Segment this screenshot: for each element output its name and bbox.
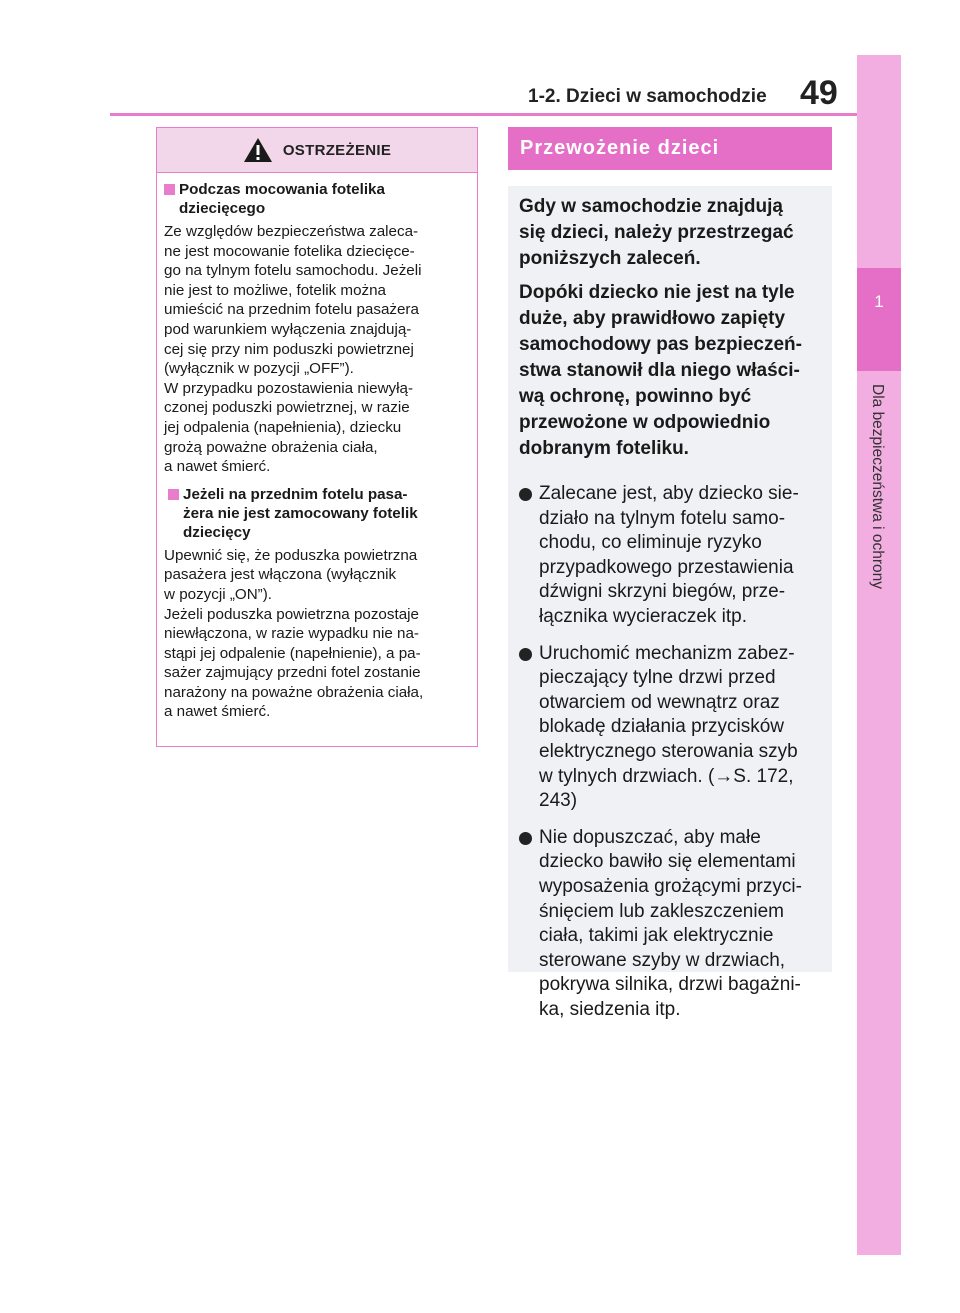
list-item: [519, 826, 820, 1023]
warning-item-text: Ze względów bezpieczeństwa zaleca- ne jest mocowanie fotelika dziecięce- go na tylnym fotelu samochodu. Jeżeli nie jest to możliwe, fotelik można umieścić na przednim fotelu pasażera pod warunkiem wyłączenia znajdują- cej się przy nim poduszki powietrznej (wyłącznik w pozycji „OFF”). W przypadku pozostawienia niewyłą- czonej poduszki powietrznej, w razie jej odpalenia (napełnienia), dziecku grożą poważne obrażenia ciała, a nawet śmierć.: [164, 223, 422, 476]
list-item-text: Nie dopuszczać, aby małe dziecko bawiło się elementami wyposażenia grożącymi przyci- śnięciem lub zakleszczeniem ciała, takimi jak elektrycznie sterowane szyby w drzwiach, pokrywa silnika, drzwi bagażni- ka, siedzenia itp.: [539, 826, 802, 1020]
side-thumb-strip: [857, 55, 901, 1255]
warning-item-text: Upewnić się, że poduszka powietrzna pasażera jest włączona (wyłącznik w pozycji „ON”). Jeżeli poduszka powietrzna pozostaje niewłączona, w razie wypadku nie na- stąpi jej odpalenie (napełnienie), a pa- sażer zajmujący przedni fotel zostanie narażony na poważne obrażenia ciała, a nawet śmierć.: [164, 546, 424, 721]
warning-item-heading: [168, 485, 471, 542]
warning-title: OSTRZEŻENIE: [282, 141, 392, 159]
bullet-dot-icon: [519, 832, 532, 845]
list-item-text: Uruchomić mechanizm zabez- pieczający tylne drzwi przed otwarciem od wewnątrz oraz blokadę działania przycisków elektrycznego sterowania szyb w tylnych drzwiach. (→S. 172, 243): [539, 642, 798, 812]
bullet-dot-icon: [519, 488, 532, 501]
header-rule: [110, 113, 858, 116]
warning-item-heading-text: Podczas mocowania fotelika dziecięcego: [179, 181, 385, 217]
warning-item: [164, 180, 471, 477]
list-item: [519, 482, 820, 630]
side-chapter-label: Dla bezpieczeństwa i ochrony: [869, 384, 886, 590]
side-chapter-tab: [857, 268, 901, 371]
warning-body: [157, 173, 477, 722]
warning-box: [156, 127, 478, 747]
warning-item: [164, 485, 471, 722]
section-title-banner: Przewożenie dzieci: [508, 127, 832, 170]
warning-item-heading-text: Jeżeli na przednim fotelu pasa- żera nie jest zamocowany fotelik dziecięcy: [183, 485, 418, 541]
warning-item-heading: [164, 180, 471, 218]
chapter-section-title: 1-2. Dzieci w samochodzie: [528, 86, 767, 107]
intro-paragraph: Gdy w samochodzie znajdują się dzieci, należy przestrzegać poniższych zaleceń.: [519, 196, 794, 269]
warning-header: [157, 128, 477, 173]
side-chapter-number: 1: [874, 292, 884, 311]
warning-triangle-icon: [243, 137, 273, 163]
bullet-list: [519, 482, 820, 1022]
page-number: 49: [800, 74, 838, 112]
intro-paragraph: Dopóki dziecko nie jest na tyle duże, aby prawidłowo zapięty samochodowy pas bezpieczeń- stwa stanowił dla niego właści- wą ochronę, powinno być przewożone w odpowiednio dobranym foteliku.: [519, 282, 802, 459]
square-bullet-icon: [164, 184, 175, 195]
list-item-text: Zalecane jest, aby dziecko sie- działo na tylnym fotelu samo- chodu, co eliminuje ryzyko przypadkowego przestawienia dźwigni skrzyni biegów, prze- łącznika wycieraczek itp.: [539, 483, 799, 627]
info-panel: [508, 186, 832, 1020]
square-bullet-icon: [168, 489, 179, 500]
list-item: [519, 642, 820, 814]
bullet-dot-icon: [519, 648, 532, 661]
